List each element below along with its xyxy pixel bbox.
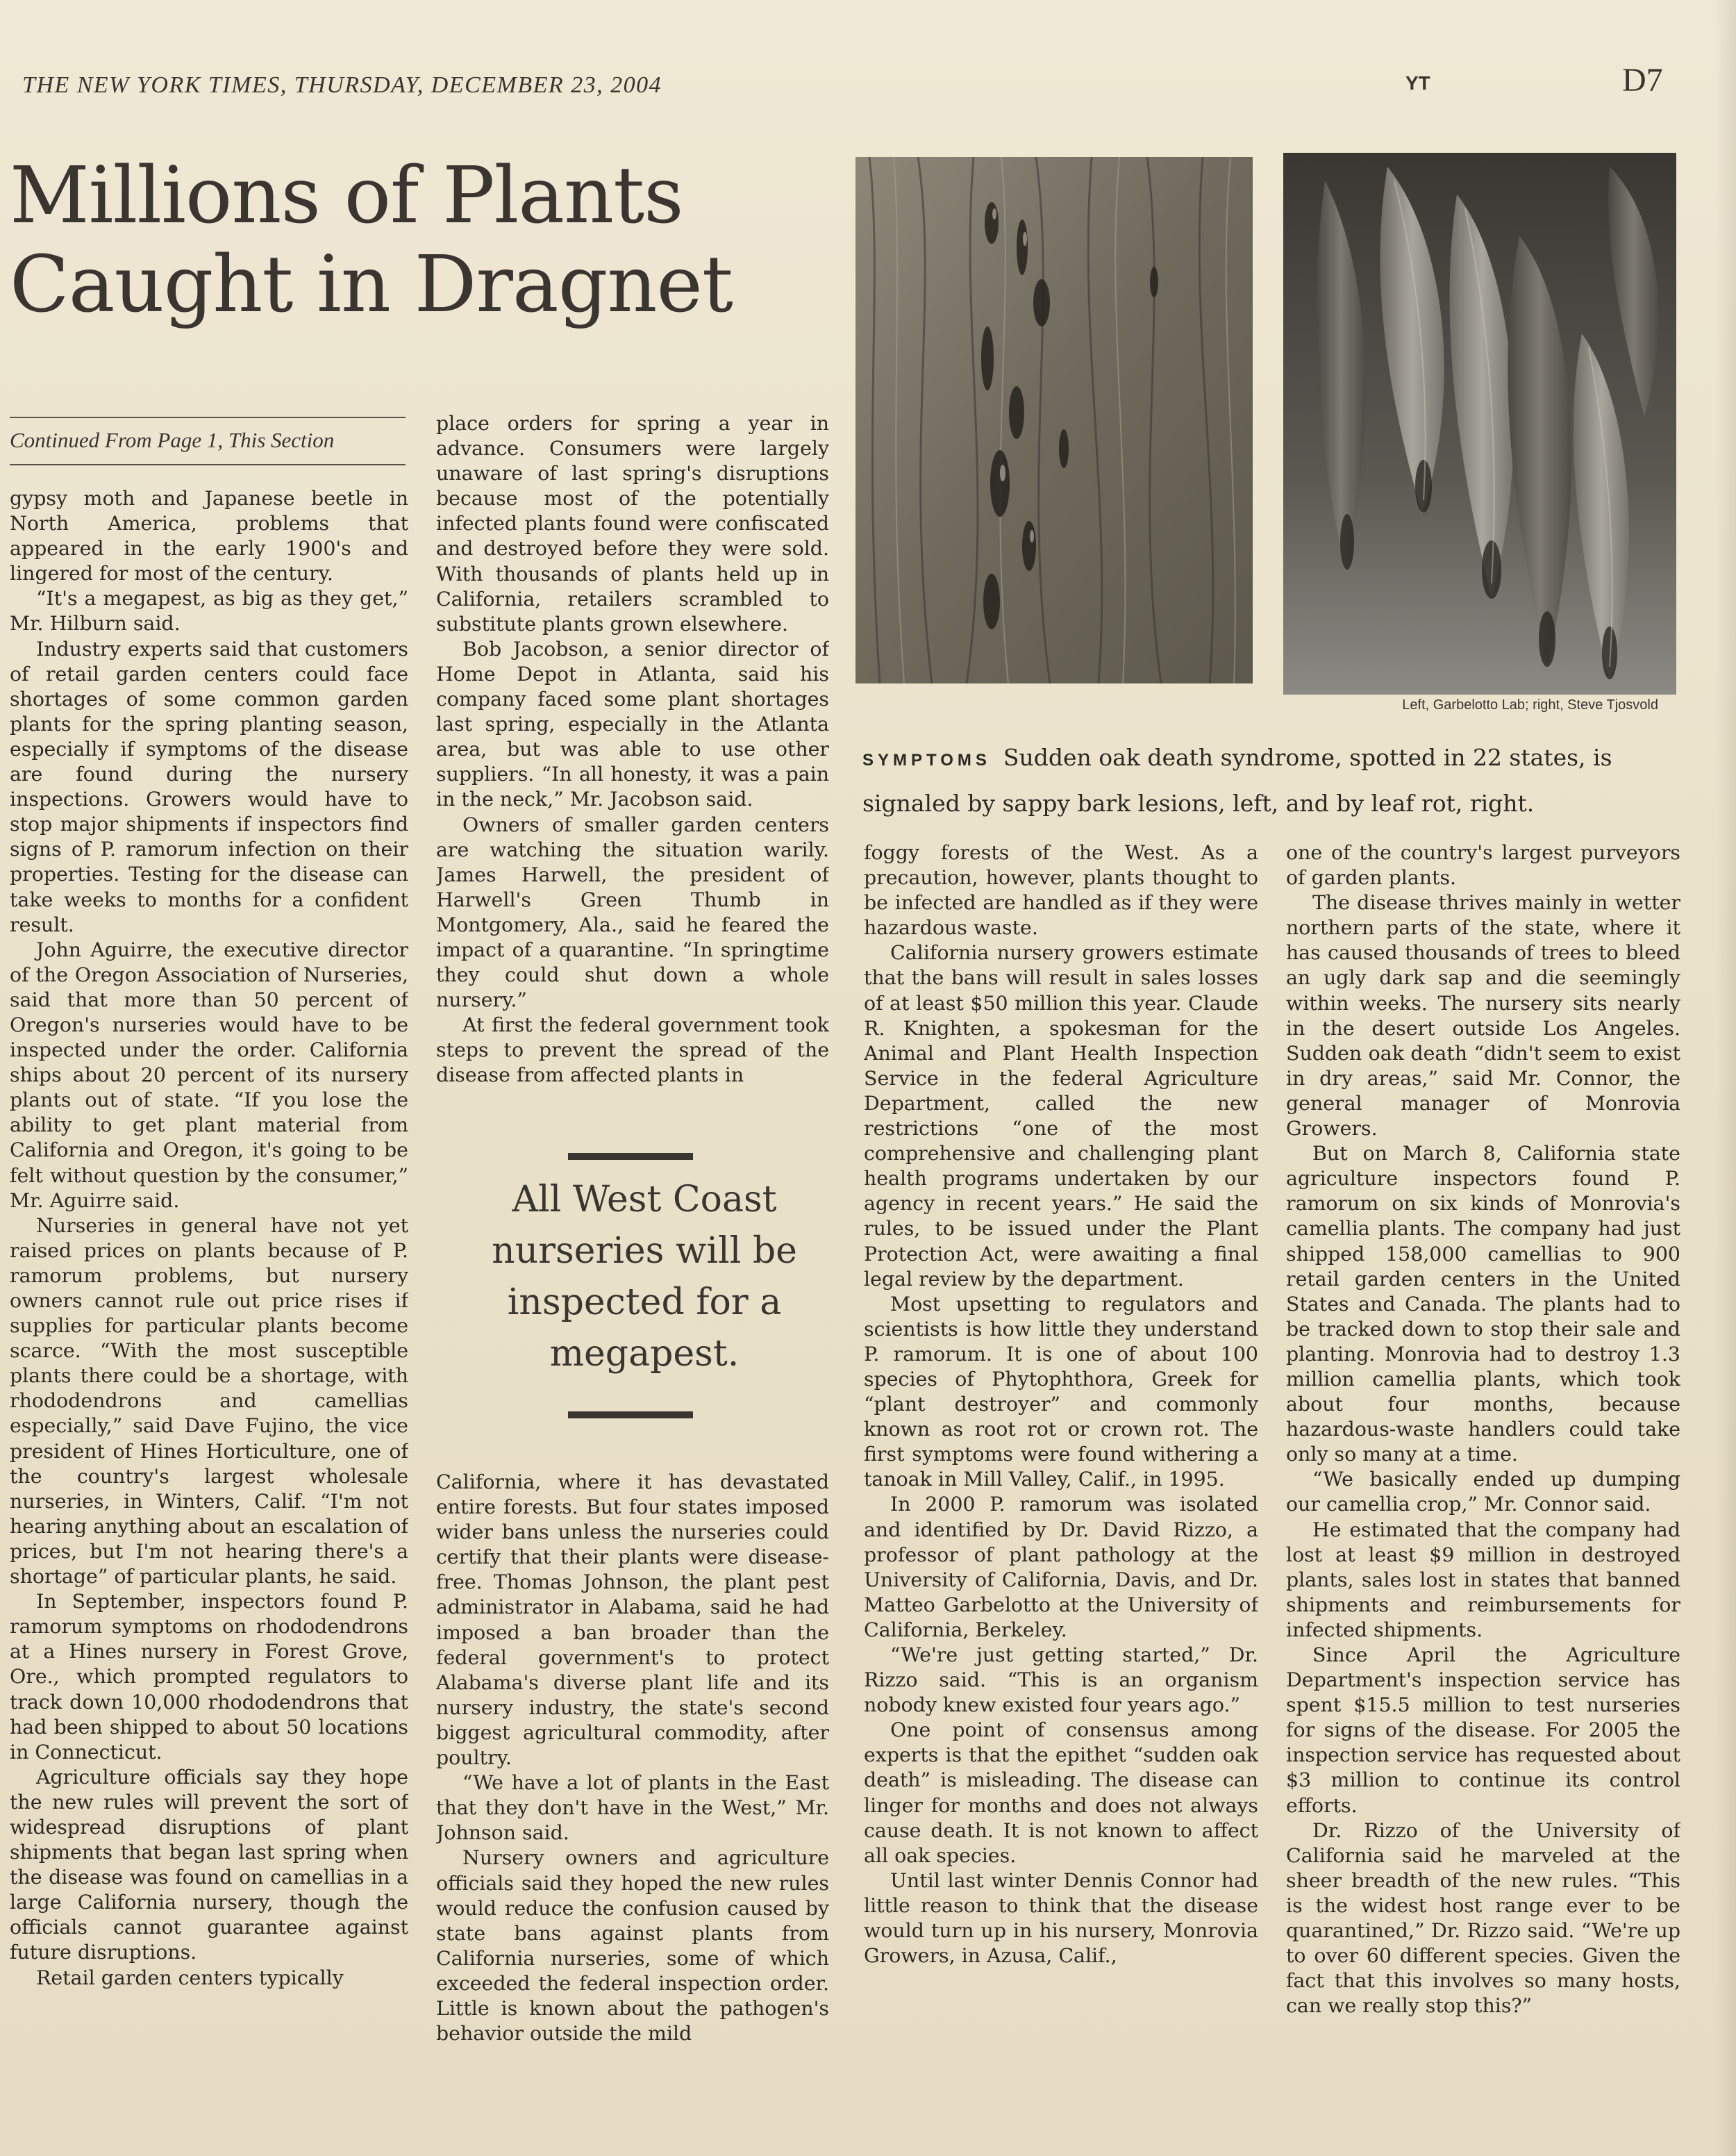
- paragraph: gypsy moth and Japanese beetle in North America, problems that appeared in the early 1900's and lingered for most of the century.: [10, 487, 408, 586]
- paragraph: Bob Jacobson, a senior director of Home Depot in Atlanta, said his company faced some plant shortages last spring, especially in the Atlanta area, but was able to use other suppliers. “In all honesty, it was a pain in the neck,” Mr. Jacobson said.: [436, 637, 829, 811]
- pull-quote-top-bar: [568, 1153, 693, 1160]
- paragraph: “We have a lot of plants in the East that they don't have in the West,” Mr. Johnson said.: [436, 1771, 829, 1845]
- paragraph: But on March 8, California state agriculture inspectors found P. ramorum on six kinds of Monrovia's camellia plants. The company had just shipped 158,000 camellias to 900 retail garden centers in the United States and Canada. The plants had to be tracked down to stop their sale and planting. Monrovia had to destroy 1.3 million camellia plants, which took about four months, because hazardous-waste handlers could take only so many at a time.: [1286, 1142, 1680, 1466]
- bark-lesions-image: [856, 157, 1253, 683]
- paragraph: Nursery owners and agriculture officials said they hoped the new rules would reduce the confusion caused by state bans against plants from California nurseries, some of which exceeded the federal inspection order. Little is known about the pathogen's behavior outside the mild: [436, 1846, 829, 2046]
- article-column-2-bottom: [436, 1470, 829, 2081]
- article-column-1: [10, 486, 408, 2077]
- headline: [10, 151, 836, 329]
- photo-caption: [862, 736, 1682, 825]
- pull-quote-bottom-bar: [568, 1411, 693, 1418]
- photo-bark-lesions: [856, 157, 1253, 683]
- paragraph: California nursery growers estimate that the bans will result in sales losses of at least $50 million this year. Claude R. Knighten, a spokesman for the Animal and Plant Health Inspection Service in the federal Agriculture Department, called the new restrictions “one of the most comprehensive and challenging plant health programs undertaken by our agency in recent years.” He said the rules, to be issued under the Plant Protection Act, were awaiting a final legal review by the department.: [864, 941, 1258, 1291]
- paragraph: Industry experts said that customers of retail garden centers could face shortages of some common garden plants for the spring planting season, especially if symptoms of the disease are found during the nursery inspections. Growers would have to stop major shipments if inspectors find signs of P. ramorum infection on their properties. Testing for the disease can take weeks to months for a confident result.: [10, 637, 408, 936]
- paragraph: John Aguirre, the executive director of the Oregon Association of Nurseries, said that more than 50 percent of Oregon's nurseries would have to be inspected under the order. California ships about 20 percent of its nursery plants out of state. “If you lose the ability to get plant material from California and Oregon, it's going to be felt without question by the consumer,” Mr. Aguirre said.: [10, 938, 408, 1212]
- paragraph: California, where it has devastated entire forests. But four states imposed wider bans unless the nurseries could certify that their plants were disease-free. Thomas Johnson, the plant pest administrator in Alabama, said he had imposed a ban broader than the federal government's to protect Alabama's diverse plant life and its nursery industry, the state's second biggest agricultural commodity, after poultry.: [436, 1470, 829, 1770]
- paragraph: In 2000 P. ramorum was isolated and identified by Dr. David Rizzo, a professor of plant pathology at the University of California, Davis, and Dr. Matteo Garbelotto at the University of California, Berkeley.: [864, 1493, 1258, 1641]
- caption-text: Sudden oak death syndrome, spotted in 22 states, is signaled by sappy bark lesions, left, and by leaf rot, right.: [862, 744, 1612, 817]
- pull-quote: All West Coast nurseries will be inspected for a megapest.: [492, 1179, 797, 1375]
- headline-line-1: Millions of Plants: [10, 151, 683, 241]
- leaf-rot-image: [1283, 153, 1676, 695]
- newspaper-dateline: THE NEW YORK TIMES, THURSDAY, DECEMBER 23, 2004: [22, 72, 662, 98]
- caption-kicker: SYMPTOMS: [862, 751, 991, 770]
- continued-bottom-rule: [10, 464, 406, 465]
- paragraph: Most upsetting to regulators and scientists is how little they understand P. ramorum. It is one of about 100 species of Phytophthora, Greek for “plant destroyer” and commonly known as root rot or crown rot. The first symptoms were found withering a tanoak in Mill Valley, Calif., in 1995.: [864, 1292, 1258, 1491]
- paragraph: place orders for spring a year in advance. Consumers were largely unaware of last spring's disruptions because most of the potentially infected plants found were confiscated and destroyed before they were sold. With thousands of plants held up in California, retailers scrambled to substitute plants grown elsewhere.: [436, 412, 829, 636]
- paragraph: foggy forests of the West. As a precaution, however, plants thought to be infected are handled as if they were hazardous waste.: [864, 841, 1258, 940]
- continued-top-rule: [10, 417, 406, 418]
- paragraph: In September, inspectors found P. ramorum symptoms on rhododendrons at a Hines nursery in Forest Grove, Ore., which prompted regulators to track down 10,000 rhododendrons that had been shipped to about 50 locations in Connecticut.: [10, 1590, 408, 1764]
- paragraph: He estimated that the company had lost at least $9 million in destroyed plants, sales lost in states that banned shipments and reimbursements for infected shipments.: [1286, 1518, 1680, 1641]
- paragraph: One point of consensus among experts is that the epithet “sudden oak death” is misleading. The disease can linger for months and does not always cause death. It is not known to affect all oak species.: [864, 1718, 1258, 1867]
- paragraph: one of the country's largest purveyors of garden plants.: [1286, 841, 1680, 890]
- edition-code: YT: [1405, 72, 1430, 94]
- paragraph: The disease thrives mainly in wetter northern parts of the state, where it has caused thousands of trees to bleed an ugly dark sap and die seemingly within weeks. The nursery sits nearly in the desert outside Los Angeles. Sudden oak death “didn't seem to exist in dry areas,” said Mr. Connor, the general manager of Monrovia Growers.: [1286, 891, 1680, 1141]
- paragraph: “We're just getting started,” Dr. Rizzo said. “This is an organism nobody knew existed four years ago.”: [864, 1643, 1258, 1717]
- photo-credit: Left, Garbelotto Lab; right, Steve Tjosvold: [1402, 697, 1658, 713]
- continued-from-line: Continued From Page 1, This Section: [10, 428, 335, 452]
- photo-leaf-rot: [1283, 153, 1676, 695]
- paragraph: At first the federal government took steps to prevent the spread of the disease from affected plants in: [436, 1013, 829, 1087]
- paragraph: Owners of smaller garden centers are watching the situation warily. James Harwell, the president of Harwell's Green Thumb in Montgomery, Ala., said he feared the impact of a quarantine. “In springtime they could shut down a whole nursery.”: [436, 813, 829, 1012]
- paragraph: “We basically ended up dumping our camellia crop,” Mr. Connor said.: [1286, 1468, 1680, 1516]
- headline-line-2: Caught in Dragnet: [10, 240, 733, 330]
- paragraph: Agriculture officials say they hope the new rules will prevent the sort of widespread disruptions of plant shipments that began last spring when the disease was found on camellias in a large California nursery, though the officials cannot guarantee against future disruptions.: [10, 1765, 408, 1964]
- paragraph: Until last winter Dennis Connor had little reason to think that the disease would turn up in his nursery, Monrovia Growers, in Azusa, Calif.,: [864, 1868, 1258, 1968]
- paragraph: Since April the Agriculture Department's inspection service has spent $15.5 million to test nurseries for signs of the disease. For 2005 the inspection service has requested about $3 million to continue its control efforts.: [1286, 1643, 1680, 1817]
- paragraph: “It's a megapest, as big as they get,” Mr. Hilburn said.: [10, 587, 408, 636]
- page-number: D7: [1622, 62, 1663, 99]
- article-column-4: [1286, 840, 1680, 2084]
- article-column-2-top: [436, 411, 829, 1120]
- article-column-3: [864, 840, 1258, 2084]
- paragraph: Retail garden centers typically: [36, 1966, 344, 1989]
- paragraph: Dr. Rizzo of the University of California said he marveled at the sheer breadth of the new rules. “This is the widest host range ever to be quarantined,” Dr. Rizzo said. “We're up to over 60 different species. Given the fact that this involves so many hosts, can we really stop this?”: [1286, 1818, 1680, 2018]
- paper-edge-shadow: [1715, 0, 1736, 2156]
- paragraph: Nurseries in general have not yet raised prices on plants because of P. ramorum problems, but nursery owners cannot rule out price rises if supplies for particular plants become scarce. “With the most susceptible plants there could be a shortage, with rhododendrons and camellias especially,” said Dave Fujino, the vice president of Hines Horticulture, one of the country's largest wholesale nurseries, in Winters, Calif. “I'm not hearing anything about an escalation of prices, but I'm not hearing there's a shortage” of particular plants, he said.: [10, 1213, 408, 1589]
